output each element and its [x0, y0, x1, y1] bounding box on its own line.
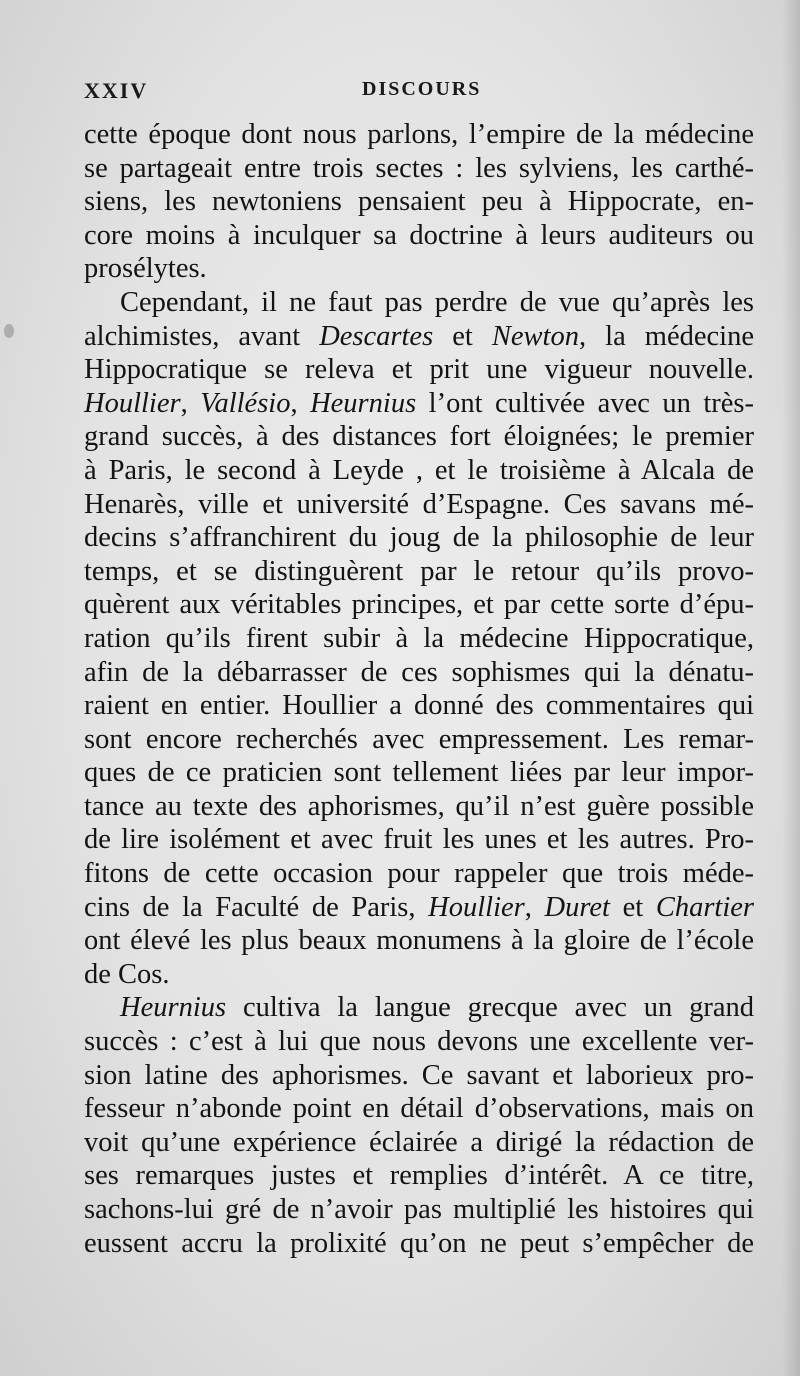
- text-line: sachons-lui gré de n’avoir pas multiplié les histoires qui: [84, 1194, 754, 1225]
- text-line: succès : c’est à lui que nous devons une excellente ver-: [84, 1026, 754, 1058]
- text-line: Houllier, Vallésio, Heurnius l’ont cultivée avec un très-: [84, 387, 755, 419]
- text-line: siens, les newtoniens pensaient peu à Hippocrate, en-: [84, 186, 754, 218]
- text-line: fitons de cette occasion pour rappeler que trois méde-: [84, 858, 754, 890]
- text-line: sion latine des aphorismes. Ce savant et laborieux pro-: [84, 1059, 754, 1091]
- text-line: afin de la débarrasser de ces sophismes qui la dénatu-: [84, 656, 754, 688]
- page-edge-shadow: [782, 0, 800, 1376]
- paragraph-3: [84, 991, 754, 1260]
- text-line: à Paris, le second à Leyde , et le troisième à Alcala de: [84, 454, 754, 486]
- text-line: cette époque dont nous parlons, l’empire de la médecine: [84, 119, 754, 150]
- ink-spot: [4, 324, 14, 338]
- text-line: Hippocratique se releva et prit une vigueur nouvelle.: [84, 354, 754, 386]
- text-line: Heurnius cultiva la langue grecque avec un grand: [120, 992, 754, 1024]
- text-line: sont encore recherchés avec empressement. Les remar-: [84, 723, 754, 755]
- text-line: ont élevé les plus beaux monumens à la gloire de l’école: [84, 925, 754, 957]
- text-line: cins de la Faculté de Paris, Houllier, Duret et Chartier: [84, 891, 754, 923]
- running-title: DISCOURS: [362, 78, 482, 100]
- text-line: de lire isolément et avec fruit les unes et les autres. Pro-: [84, 824, 754, 856]
- text-line: ques de ce praticien sont tellement liées par leur impor-: [84, 757, 754, 789]
- text-line: prosélytes.: [84, 253, 207, 285]
- text-line: ses remarques justes et remplies d’intérêt. A ce titre,: [84, 1160, 754, 1192]
- text-line: alchimistes, avant Descartes et Newton, la médecine: [84, 320, 754, 352]
- text-line: fesseur n’abonde point en détail d’observations, mais on: [84, 1093, 754, 1125]
- text-line: Cependant, il ne faut pas perdre de vue qu’après les: [120, 286, 754, 318]
- text-line: decins s’affranchirent du joug de la philosophie de leur: [84, 522, 754, 554]
- page-header: [84, 78, 744, 108]
- text-line: grand succès, à des distances fort éloignées; le premier: [84, 421, 754, 453]
- text-line: de Cos.: [84, 958, 170, 990]
- text-line: Henarès, ville et université d’Espagne. Ces savans mé-: [84, 488, 754, 520]
- text-line: raient en entier. Houllier a donné des commentaires qui: [84, 690, 754, 722]
- text-line: voit qu’une expérience éclairée a dirigé la rédaction de: [84, 1126, 754, 1158]
- text-line: ration qu’ils firent subir à la médecine Hippocratique,: [84, 622, 754, 654]
- text-line: quèrent aux véritables principes, et par cette sorte d’épu-: [84, 589, 754, 621]
- text-line: eussent accru la prolixité qu’on ne peut s’empêcher de: [84, 1227, 754, 1259]
- text-line: core moins à inculquer sa doctrine à leurs auditeurs ou: [84, 219, 754, 251]
- paragraph-2: [84, 286, 754, 991]
- text-line: se partageait entre trois sectes : les sylviens, les carthé-: [84, 152, 754, 184]
- page-number: XXIV: [84, 78, 149, 103]
- text-line: temps, et se distinguèrent par le retour qu’ils provo-: [84, 555, 754, 587]
- text-line: tance au texte des aphorismes, qu’il n’est guère possible: [84, 790, 754, 822]
- paragraph-1: [84, 118, 754, 286]
- page-body: [84, 118, 754, 1260]
